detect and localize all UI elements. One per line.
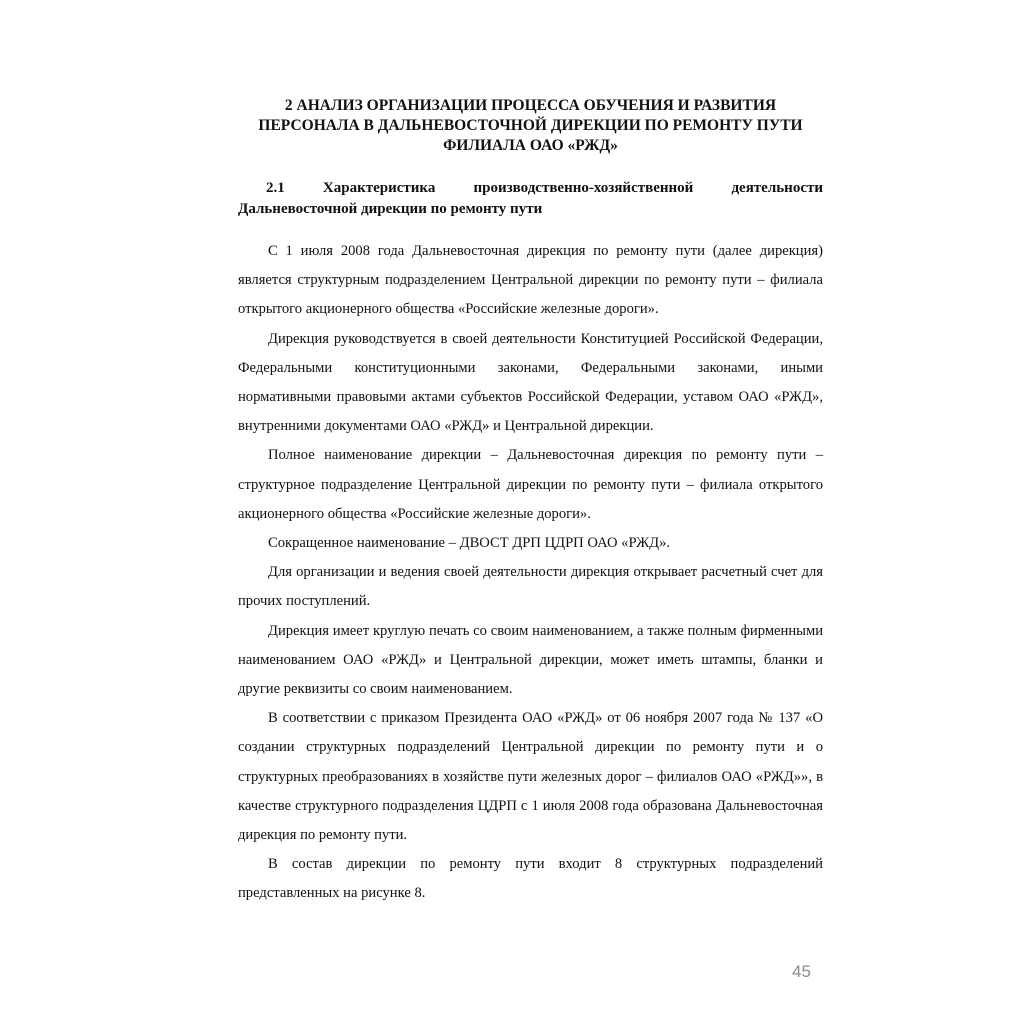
paragraph-3: Полное наименование дирекции – Дальневосточная дирекция по ремонту пути – структурное подразделение Центральной дирекции по ремонту пути – филиала открытого акционерного общества «Российские железные дороги». — [238, 447, 823, 522]
page-number: 45 — [792, 962, 811, 981]
paragraph-6: Дирекция имеет круглую печать со своим наименованием, а также полным фирменными наименованием ОАО «РЖД» и Центральной дирекции, может иметь штампы, бланки и другие реквизиты со своим наименованием. — [238, 622, 823, 698]
paragraph-7: В соответствии с приказом Президента ОАО «РЖД» от 06 ноября 2007 года № 137 «О создании структурных подразделений Центральной дирекции по ремонту пути и о структурных преобразованиях в хозяйстве пути железных дорог – филиалов ОАО «РЖД»», в качестве структурного подразделения ЦДРП с 1 июля 2008 года образована Дальневосточная дирекция по ремонту пути. — [238, 710, 823, 844]
paragraph-4: Сокращенное наименование – ДВОСТ ДРП ЦДРП ОАО «РЖД». — [268, 535, 671, 552]
chapter-title: 2 АНАЛИЗ ОРГАНИЗАЦИИ ПРОЦЕССА ОБУЧЕНИЯ И РАЗВИТИЯ ПЕРСОНАЛА В ДАЛЬНЕВОСТОЧНОЙ ДИРЕКЦИИ ПО РЕМОНТУ ПУТИ ФИЛИАЛА ОАО «РЖД» — [258, 97, 803, 154]
paragraph-5: Для организации и ведения своей деятельности дирекция открывает расчетный счет для прочих поступлений. — [238, 564, 823, 610]
paragraph-8: В состав дирекции по ремонту пути входит 8 структурных подразделений представленных на рисунке 8. — [238, 856, 823, 902]
paragraph-1: С 1 июля 2008 года Дальневосточная дирекция по ремонту пути (далее дирекция) является структурным подразделением Центральной дирекции по ремонту пути – филиала открытого акционерного общества «Российские железные дороги». — [238, 243, 823, 318]
section-title: 2.1 Характеристика производственно-хозяйственной деятельности Дальневосточной дирекции по ремонту пути — [238, 180, 823, 217]
document-page — [238, 96, 823, 909]
paragraph-2: Дирекция руководствуется в своей деятельности Конституцией Российской Федерации, Федеральными конституционными законами, Федеральными законами, иными нормативными правовыми актами субъектов Российской Федерации, уставом ОАО «РЖД», внутренними документами ОАО «РЖД» и Центральной дирекции. — [238, 330, 823, 435]
